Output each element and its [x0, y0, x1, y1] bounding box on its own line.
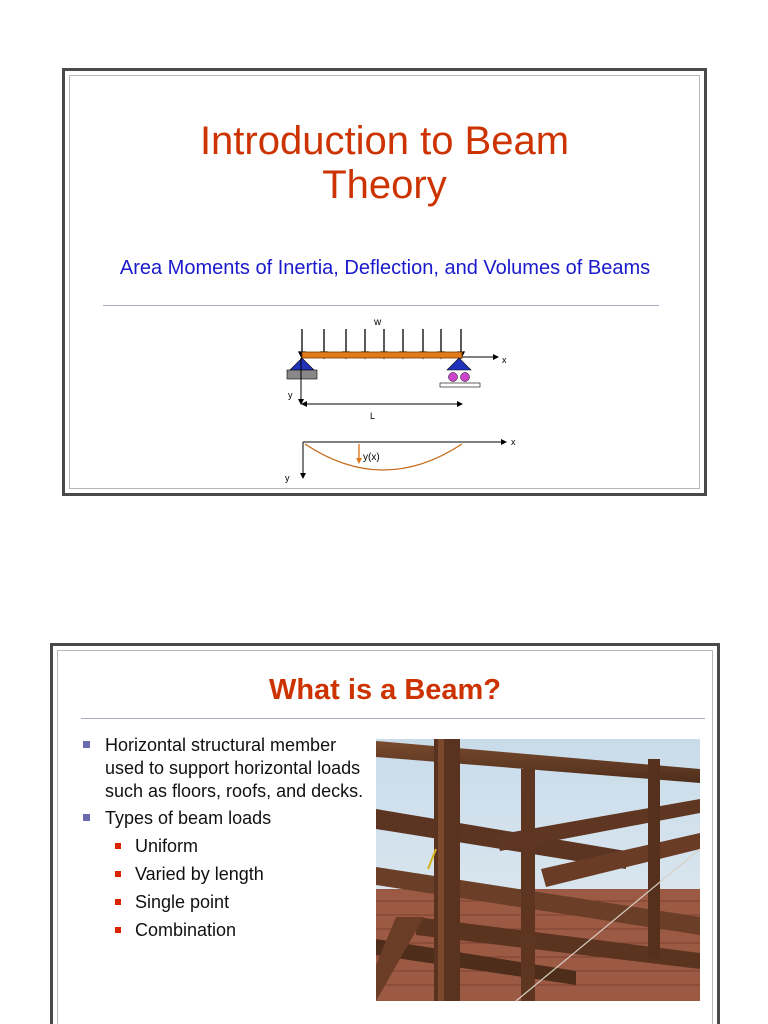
slide-1-subtitle: Area Moments of Inertia, Deflection, and Volumes of Beams [119, 257, 651, 279]
bullet-item: Types of beam loads [81, 807, 371, 830]
load-label: w [374, 317, 382, 328]
length-label: L [370, 411, 376, 421]
slide-2 [50, 643, 720, 1024]
bullet-list [81, 734, 371, 942]
steel-beams-photo [376, 739, 700, 1001]
y-axis-top-label: y [288, 390, 293, 400]
slide-1-divider [103, 305, 659, 306]
x-axis-top-label: x [502, 355, 507, 365]
slide-1 [62, 68, 707, 496]
slide-2-title: What is a Beam? [268, 674, 502, 706]
sub-bullet-item: Uniform [81, 835, 371, 858]
sub-bullet-item: Single point [81, 891, 371, 914]
deflection-label: y(x) [363, 452, 380, 463]
x-axis-bottom-label: x [511, 437, 516, 447]
bullet-item: Horizontal structural member used to support horizontal loads such as floors, roofs, and decks. [81, 734, 371, 803]
title-text: Introduction to Beam Theory [199, 119, 570, 207]
slide-2-divider [81, 718, 705, 719]
sub-bullet-item: Varied by length [81, 863, 371, 886]
sub-bullet-item: Combination [81, 919, 371, 942]
slide-1-title [65, 119, 704, 207]
y-axis-bottom-label: y [285, 473, 290, 483]
steel-beams-illustration [376, 739, 700, 1001]
